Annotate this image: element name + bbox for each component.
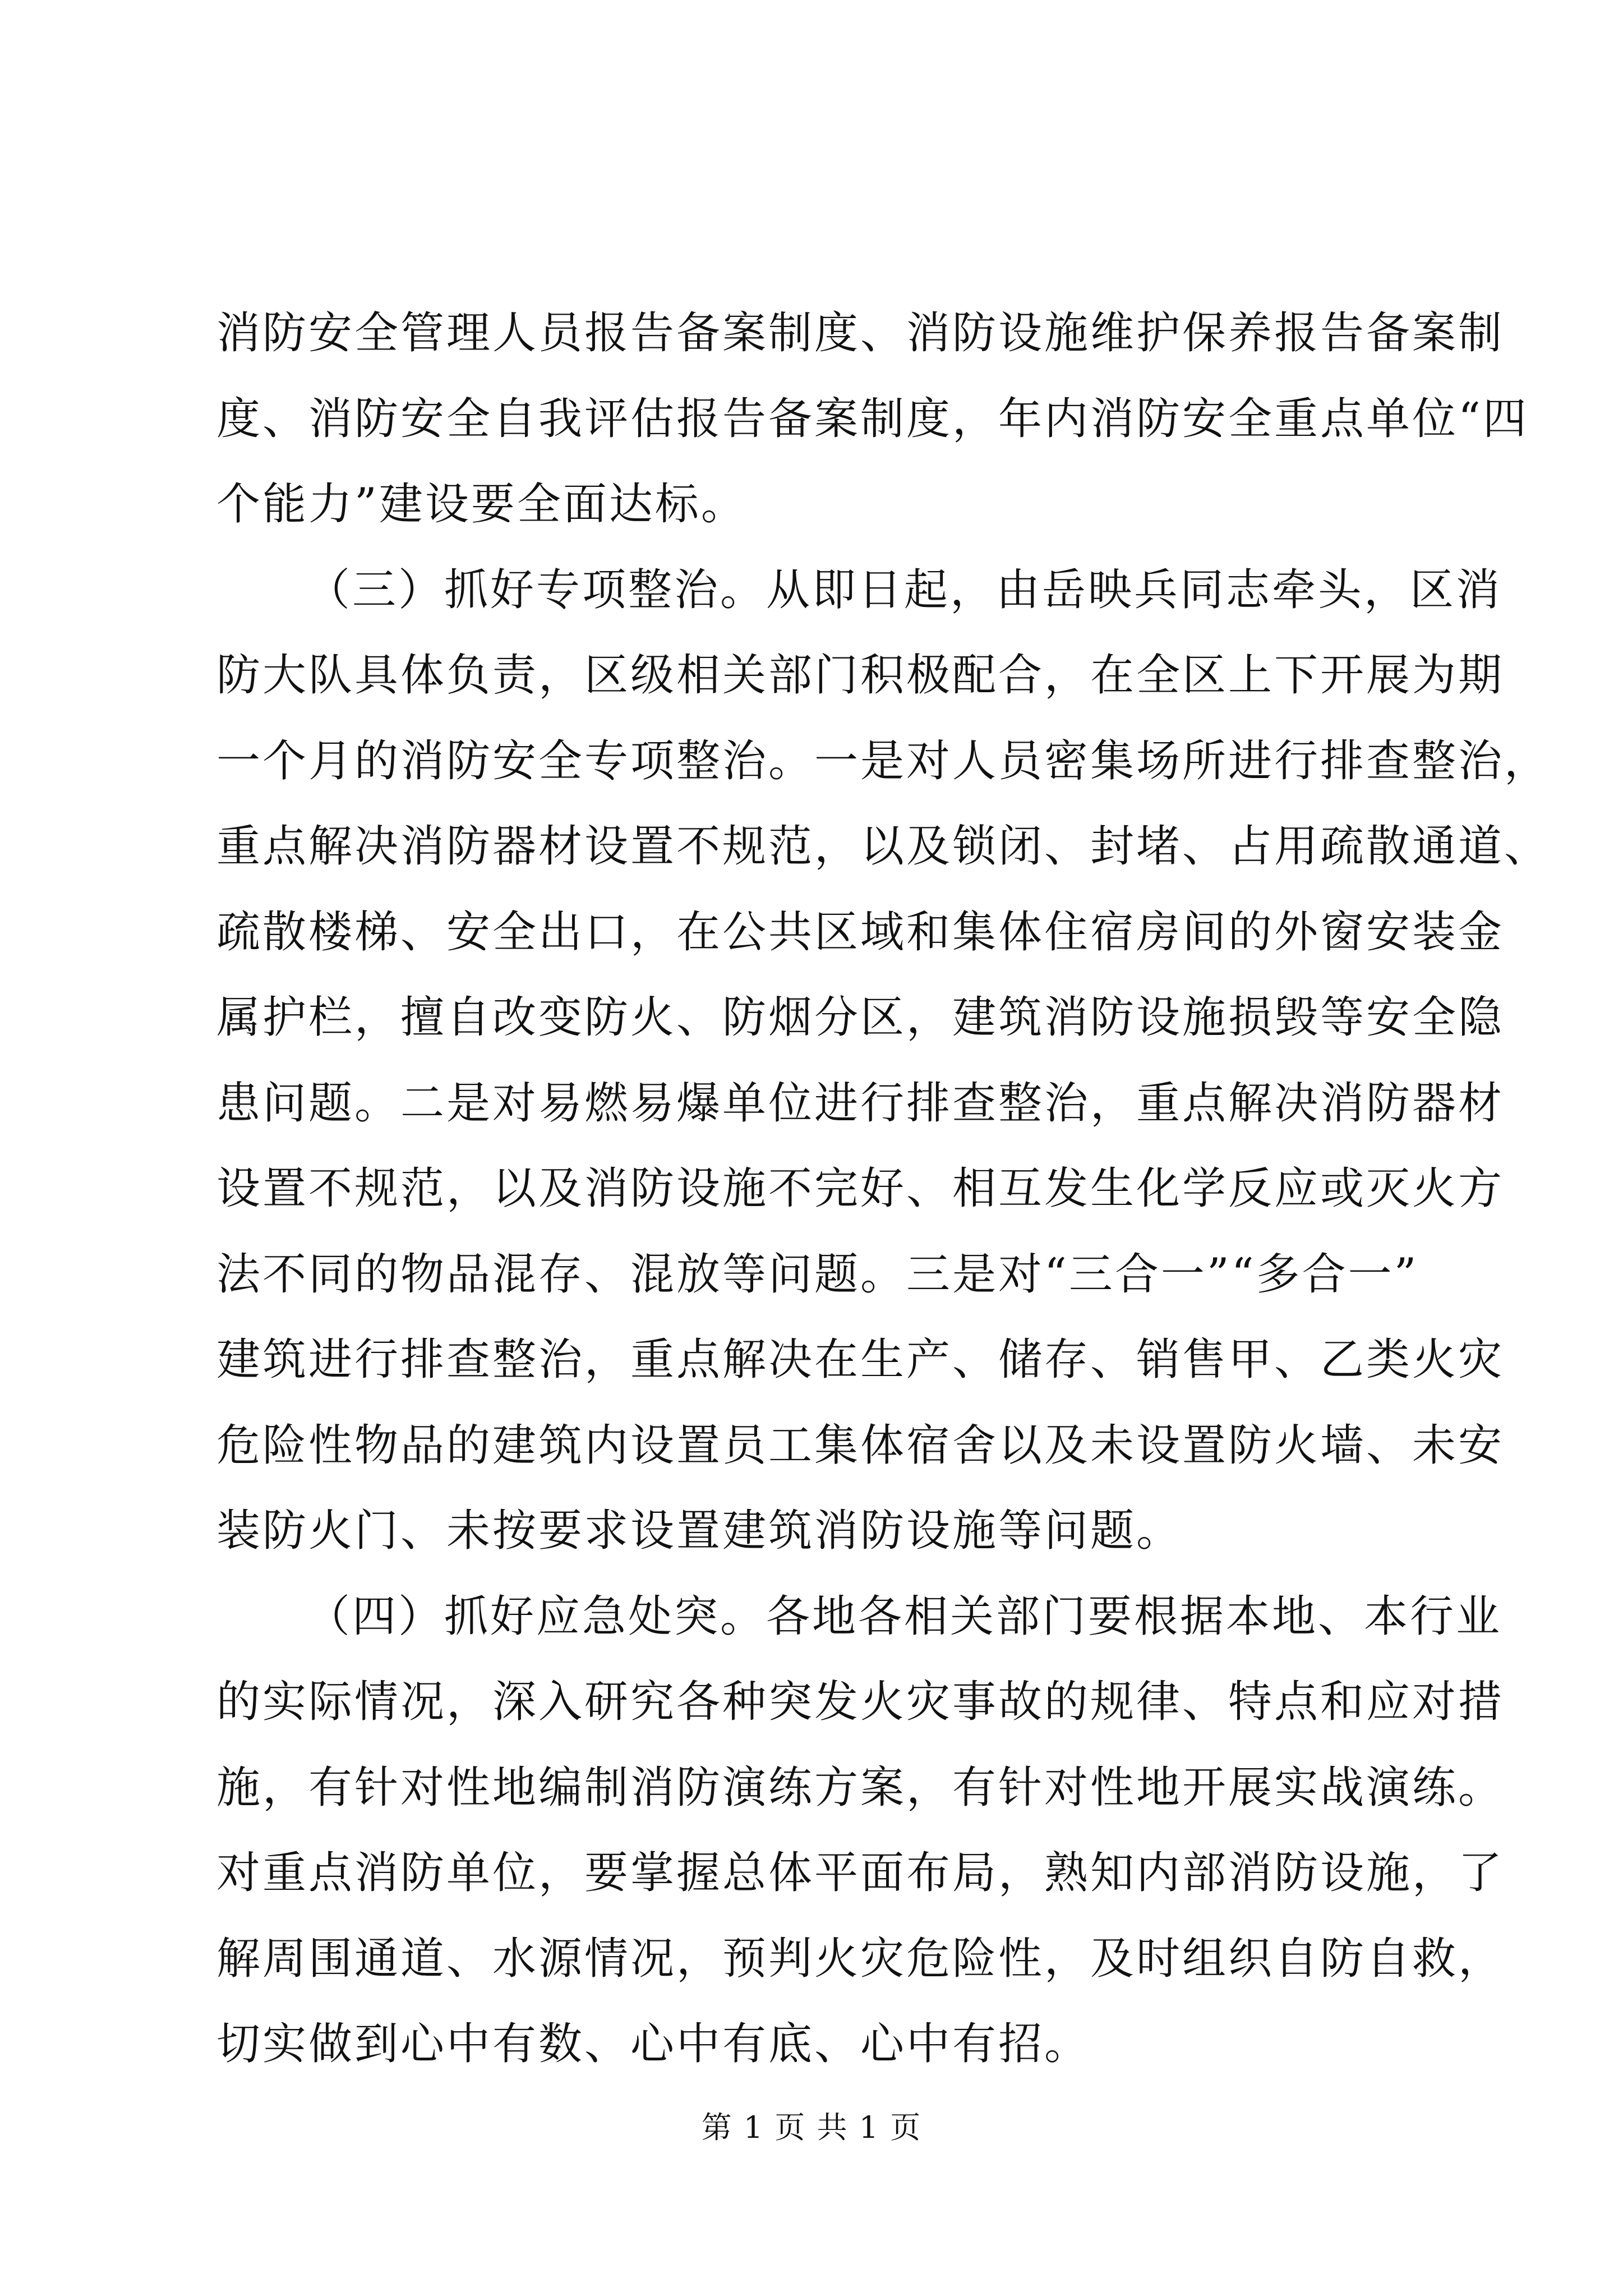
- text-line: 施，有针对性地编制消防演练方案，有针对性地开展实战演练。: [216, 1762, 1505, 1813]
- text-line: 法不同的物品混存、混放等问题。三是对“三合一”“多合一”: [216, 1249, 1419, 1300]
- text-line: 装防火门、未按要求设置建筑消防设施等问题。: [216, 1506, 1183, 1556]
- text-line: 切实做到心中有数、心中有底、心中有招。: [216, 2019, 1091, 2069]
- text-line: 个能力”建设要全面达标。: [216, 479, 747, 530]
- text-line: 防大队具体负责，区级相关部门积极配合，在全区上下开展为期: [216, 650, 1505, 701]
- text-line: 患问题。二是对易燃易爆单位进行排查整治，重点解决消防器材: [216, 1078, 1505, 1129]
- text-line: 一个月的消防安全专项整治。一是对人员密集场所进行排查整治，: [216, 735, 1551, 786]
- text-line: 危险性物品的建筑内设置员工集体宿舍以及未设置防火墙、未安: [216, 1420, 1505, 1471]
- text-line: 度、消防安全自我评估报告备案制度，年内消防安全重点单位“四: [216, 393, 1529, 444]
- page-footer: [0, 2104, 1623, 2147]
- page-number-label: 第 1 页 共 1 页: [701, 2110, 922, 2145]
- text-line: 解周围通道、水源情况，预判火灾危险性，及时组织自防自救，: [216, 1933, 1505, 1984]
- text-line: 消防安全管理人员报告备案制度、消防设施维护保养报告备案制: [216, 308, 1505, 358]
- paragraph-start-line: （四）抓好应急处突。各地各相关部门要根据本地、本行业: [306, 1591, 1502, 1642]
- text-line: 设置不规范，以及消防设施不完好、相互发生化学反应或灭火方: [216, 1163, 1505, 1214]
- text-line: 建筑进行排查整治，重点解决在生产、储存、销售甲、乙类火灾: [216, 1335, 1505, 1385]
- text-line: 重点解决消防器材设置不规范，以及锁闭、封堵、占用疏散通道、: [216, 821, 1551, 872]
- text-line: 属护栏，擅自改变防火、防烟分区，建筑消防设施损毁等安全隐: [216, 992, 1505, 1043]
- text-line: 的实际情况，深入研究各种突发火灾事故的规律、特点和应对措: [216, 1677, 1505, 1727]
- text-line: 疏散楼梯、安全出口，在公共区域和集体住宿房间的外窗安装金: [216, 907, 1505, 958]
- text-line: 对重点消防单位，要掌握总体平面布局，熟知内部消防设施，了: [216, 1848, 1505, 1898]
- document-body: [216, 291, 1551, 2087]
- paragraph-start-line: （三）抓好专项整治。从即日起，由岳映兵同志牵头，区消: [306, 564, 1502, 615]
